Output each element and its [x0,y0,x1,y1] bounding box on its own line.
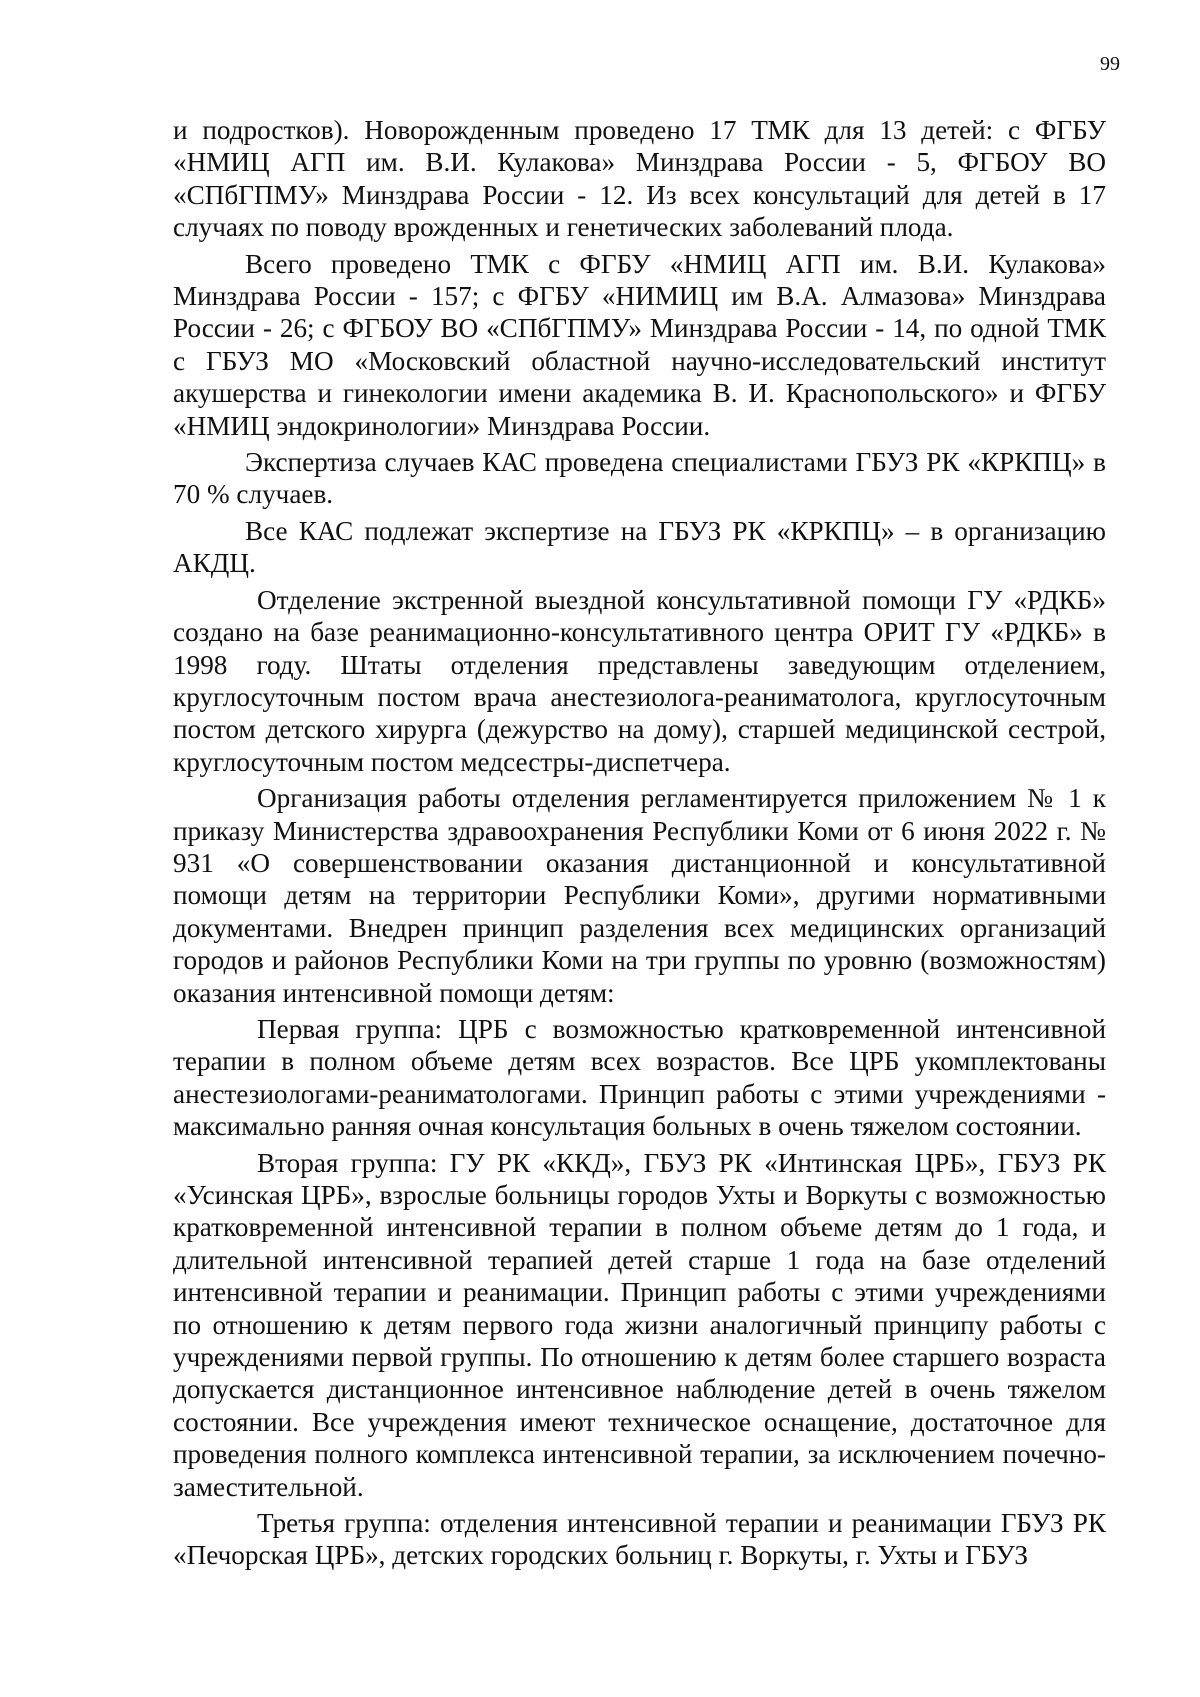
paragraph-department-history: Отделение экстренной выездной консультативной помощи ГУ «РДКБ» создано на базе реанимационно-консультативного центра ОРИТ ГУ «РДКБ» в 1998 году. Штаты отделения представлены заведующим отделением, круглосуточным постом врача анестезиолога-реаниматолога, круглосуточным постом детского хирурга (дежурство на дому), старшей медицинской сестрой, круглосуточным постом медсестры-диспетчера. [173,584,1106,777]
paragraph-kas-review: Все КАС подлежат экспертизе на ГБУЗ РК «КРКПЦ» – в организацию АКДЦ. [173,515,1106,579]
paragraph-group-two: Вторая группа: ГУ РК «ККД», ГБУЗ РК «Интинская ЦРБ», ГБУЗ РК «Усинская ЦРБ», взрослые больницы городов Ухты и Воркуты с возможностью кратковременной интенсивной терапии в полном объеме детям до 1 года, и длительной интенсивной терапией детей старше 1 года на базе отделений интенсивной терапии и реанимации. Принцип работы с этими учреждениями по отношению к детям первого года жизни аналогичный принципу работы с учреждениями первой группы. По отношению к детям более старшего возраста допускается дистанционное интенсивное наблюдение детей в очень тяжелом состоянии. Все учреждения имеют техническое оснащение, достаточное для проведения полного комплекса интенсивной терапии, за исключением почечно- заместительной. [173,1147,1106,1502]
paragraph-kas-expertise: Экспертиза случаев КАС проведена специалистами ГБУЗ РК «КРКПЦ» в 70 % случаев. [173,447,1106,510]
paragraph-organization: Организация работы отделения регламентируется приложением № 1 к приказу Министерства здравоохранения Республики Коми от 6 июня 2022 г. № 931 «О совершенствовании оказания дистанционной и консультативной помощи детям на территории Республики Коми», другими нормативными документами. Внедрен принцип разделения всех медицинских организаций городов и районов Республики Коми на три группы по уровню (возможностям) оказания интенсивной помощи детям: [173,783,1106,1008]
paragraph-tmk-totals: Всего проведено ТМК с ФГБУ «НМИЦ АГП им. В.И. Кулакова» Минздрава России - 157; с ФГБУ «НИМИЦ им В.А. Алмазова» Минздрава России - 26; с ФГБОУ ВО «СПбГПМУ» Минздрава России - 14, по одной ТМК с ГБУЗ МО «Московский областной научно-исследовательский институт акушерства и гинекологии имени академика В. И. Краснопольского» и ФГБУ «НМИЦ эндокринологии» Минздрава России. [173,248,1106,441]
document-body [173,114,1106,1576]
page-number: 99 [1100,53,1120,75]
paragraph-group-one: Первая группа: ЦРБ с возможностью кратковременной интенсивной терапии в полном объеме детям всех возрастов. Все ЦРБ укомплектованы анестезиологами-реаниматологами. Принцип работы с этими учреждениями - максимально ранняя очная консультация больных в очень тяжелом состоянии. [173,1013,1106,1142]
paragraph-group-three: Третья группа: отделения интенсивной терапии и реанимации ГБУЗ РК «Печорская ЦРБ», детских городских больниц г. Воркуты, г. Ухты и ГБУЗ [173,1508,1106,1571]
paragraph-continuation: и подростков). Новорожденным проведено 17 ТМК для 13 детей: с ФГБУ «НМИЦ АГП им. В.И. Кулакова» Минздрава России - 5, ФГБОУ ВО «СПбГПМУ» Минздрава России - 12. Из всех консультаций для детей в 17 случаях по поводу врожденных и генетических заболеваний плода. [173,115,1106,243]
